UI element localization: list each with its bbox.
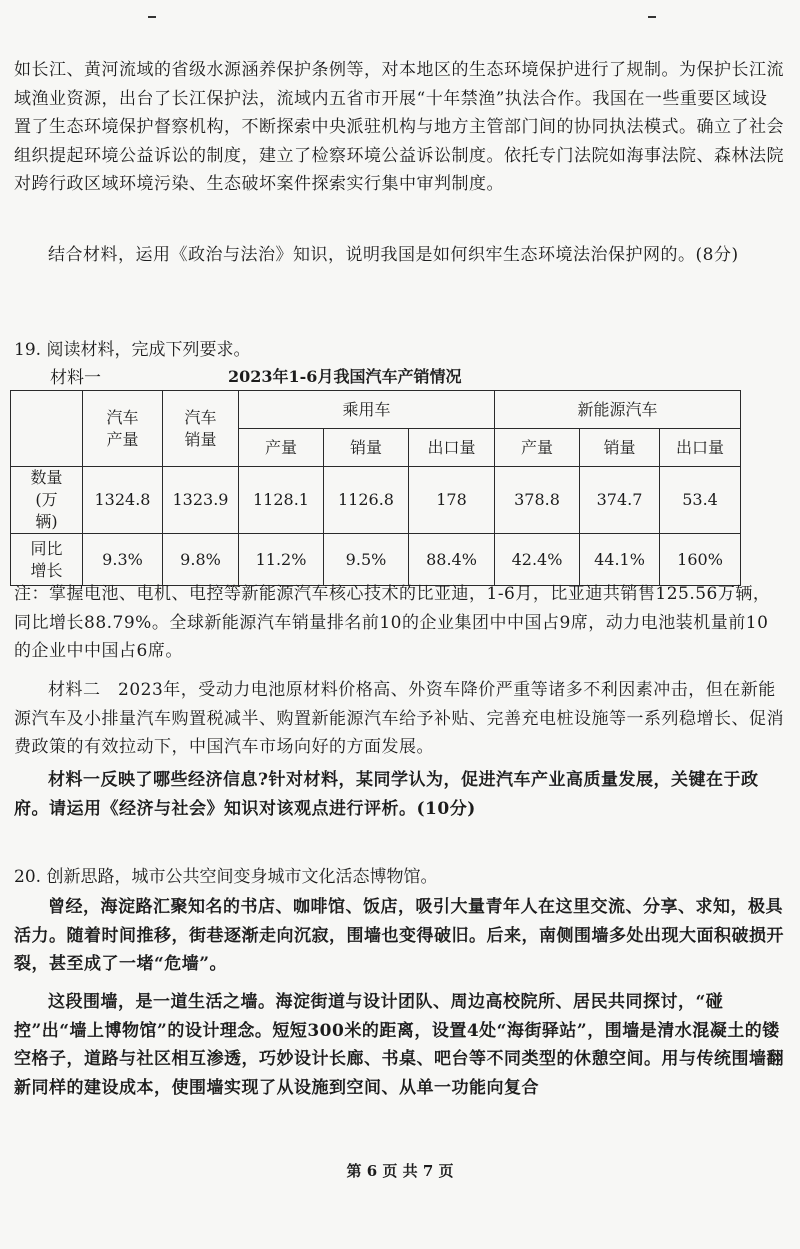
table-cell: 9.3% [83,534,163,586]
page-footer: 第 6 页 共 7 页 [346,1162,454,1180]
table-cell: 88.4% [409,534,495,586]
material2-paragraph: 材料二 2023年，受动力电池原材料价格高、外资车降价严重等诸多不利因素冲击，但在新能源汽车及小排量汽车购置税减半、购置新能源汽车给予补贴、完善充电桩设施等一系列稳增长、促消费政策的有效拉动下，中国汽车市场向好的方面发展。 [14,680,784,757]
header-passenger-sales: 销量 [324,429,409,467]
header-nev-export: 出口量 [660,429,741,467]
table-cell: 9.5% [324,534,409,586]
table-cell: 44.1% [580,534,660,586]
table-cell: 42.4% [495,534,580,586]
intro-question: 结合材料，运用《政治与法治》知识，说明我国是如何织牢生态环境法治保护网的。(8分) [48,245,739,265]
q20-paragraph-2: 这段围墙，是一道生活之墙。海淀街道与设计团队、周边高校院所、居民共同探讨，“碰控”出“墙上博物馆”的设计理念。短短300米的距离，设置4处“海街驿站”，围墙是清水混凝土的镂空格子，道路与社区相互渗透，巧妙设计长廊、书桌、吧台等不同类型的休憩空间。用与传统围墙翻新同样的建设成本，使围墙实现了从设施到空间、从单一功能向复合 [14,992,784,1098]
header-nev-sales: 销量 [580,429,660,467]
table-title: 2023年1-6月我国汽车产销情况 [228,367,462,386]
table-cell: 11.2% [239,534,324,586]
header-car-output: 汽车产量 [83,391,163,467]
q19-question: 材料一反映了哪些经济信息?针对材料，某同学认为，促进汽车产业高质量发展，关键在于政府。请运用《经济与社会》知识对该观点进行评析。(10分) [14,770,759,819]
header-new-energy-car: 新能源汽车 [495,391,741,429]
row-label: 数量(万辆) [11,467,83,534]
intro-paragraph: 如长江、黄河流域的省级水源涵养保护条例等，对本地区的生态环境保护进行了规制。为保护长江流域渔业资源，出台了长江保护法，流域内五省市开展“十年禁渔”执法合作。我国在一些重要区域设置了生态环境保护督察机构，不断探索中央派驻机构与地方主管部门间的协同执法模式。确立了社会组织提起环境公益诉讼的制度，建立了检察环境公益诉讼制度。依托专门法院如海事法院、森林法院对跨行政区域环境污染、生态破坏案件探索实行集中审判制度。 [14,60,784,194]
header-corner [11,391,83,467]
table-row [11,534,741,586]
table-cell: 53.4 [660,467,741,534]
table-cell: 160% [660,534,741,586]
header-nev-output: 产量 [495,429,580,467]
table-note: 注：掌握电池、电机、电控等新能源汽车核心技术的比亚迪，1-6月，比亚迪共销售125.56万辆，同比增长88.79%。全球新能源汽车销量排名前10的企业集团中中国占9席，动力电池装机量前10的企业中中国占6席。 [14,584,771,661]
q20-paragraph-1: 曾经，海淀路汇聚知名的书店、咖啡馆、饭店，吸引大量青年人在这里交流、分享、求知，极具活力。随着时间推移，街巷逐渐走向沉寂，围墙也变得破旧。后来，南侧围墙多处出现大面积破损开裂，甚至成了一堵“危墙”。 [14,897,784,974]
header-car-sales: 汽车销量 [163,391,239,467]
table-cell: 378.8 [495,467,580,534]
table-cell: 1128.1 [239,467,324,534]
table-cell: 1126.8 [324,467,409,534]
table-row [11,467,741,534]
table-cell: 1324.8 [83,467,163,534]
table-cell: 178 [409,467,495,534]
header-passenger-export: 出口量 [409,429,495,467]
material1-label: 材料一 [50,368,101,388]
table-cell: 9.8% [163,534,239,586]
q19-heading: 19. 阅读材料，完成下列要求。 [14,340,251,360]
scan-mark [148,16,156,18]
q20-heading: 20. 创新思路，城市公共空间变身城市文化活态博物馆。 [14,867,438,887]
car-production-table [10,390,741,586]
table-cell: 374.7 [580,467,660,534]
header-passenger-output: 产量 [239,429,324,467]
table-cell: 1323.9 [163,467,239,534]
row-label: 同比增长 [11,534,83,586]
header-passenger-car: 乘用车 [239,391,495,429]
scan-mark [648,16,656,18]
